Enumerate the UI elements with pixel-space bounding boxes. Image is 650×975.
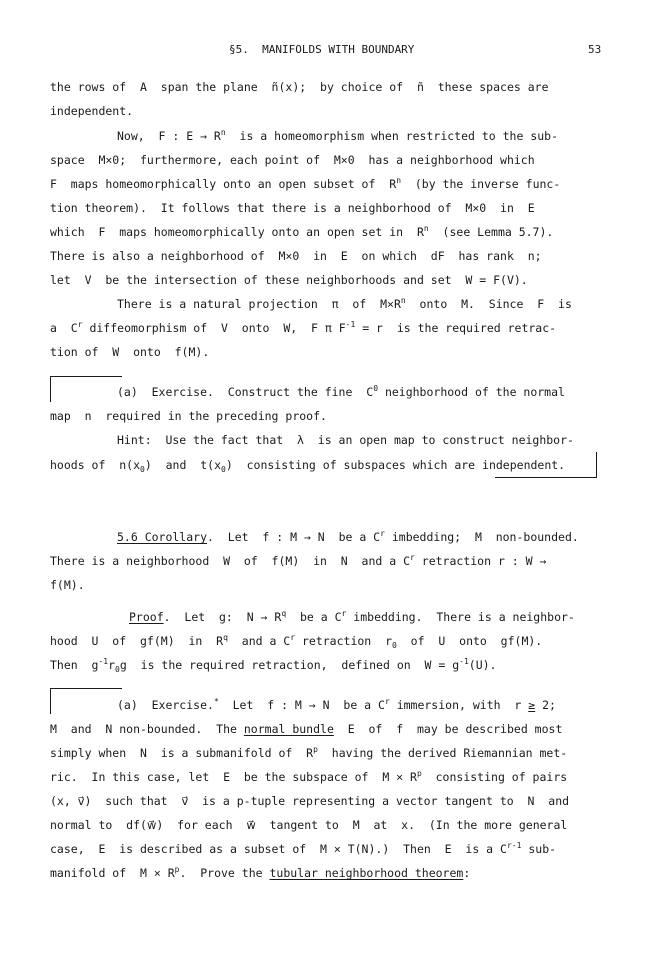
proof-line: Then $g^{-1}r_0g$ is the required retraction, defined on $W = g^{-1}(U)$. [50, 657, 497, 674]
corollary-line: There is a neighborhood W of f(M) in N and a $C^r$ retraction r : W → [50, 553, 547, 568]
text-line: space M×0; furthermore, each point of M×0 has a neighborhood which [50, 153, 535, 167]
exercise-line: normal to df(w⃗) for each w⃗ tangent to M at x. (In the more general [50, 818, 568, 832]
running-head: §5. MANIFOLDS WITH BOUNDARY [229, 43, 415, 56]
text-line: tion theorem). It follows that there is a neighborhood of M×0 in E [50, 201, 535, 215]
exercise-bracket-right [596, 452, 597, 478]
text-line: Now, F : $E \to R^n$ is a homeomorphism when restricted to the sub- [117, 128, 559, 143]
text-line: There is also a neighborhood of M×0 in E on which dF has rank n; [50, 249, 542, 263]
proof-line: Proof. Let g: $N \to R^q$ be a $C^r$ imbedding. There is a neighbor- [129, 609, 575, 624]
page-number: 53 [588, 43, 602, 56]
exercise-line: hoods of $n(x_0)$ and $t(x_0)$ consisting of subspaces which are independent. [50, 458, 566, 474]
text-line: tion of W onto f(M). [50, 345, 210, 359]
exercise-line: M and N non-bounded. The normal bundle E of f may be described most [50, 722, 563, 736]
corollary-line: 5.6 Corollary. Let f : M → N be a $C^r$ imbedding; M non-bounded. [117, 529, 579, 544]
exercise-line: (x, v⃗) such that v⃗ is a p-tuple representing a vector tangent to N and [50, 794, 570, 808]
exercise-bracket-bottom [495, 477, 597, 478]
exercise-line: (a) Exercise.* Let f : M → N be a $C^r$ immersion, with r ≥ 2; [117, 697, 556, 712]
exercise-bracket-top [50, 376, 122, 377]
proof-line: hood U of gf(M) in $R^q$ and a $C^r$ retraction $r_0$ of U onto gf(M). [50, 633, 543, 650]
proof-label: Proof [129, 610, 164, 624]
corollary-heading: 5.6 Corollary [117, 530, 208, 544]
term-normal-bundle: normal bundle [243, 722, 334, 736]
text-line: F maps homeomorphically onto an open subset of $R^n$ (by the inverse func- [50, 176, 561, 191]
text-line: let V be the intersection of these neighborhoods and set W = F(V). [50, 273, 528, 287]
exercise-line: Hint: Use the fact that λ is an open map to construct neighbor- [117, 433, 574, 447]
exercise-bracket-left [50, 376, 51, 402]
exercise-line: ric. In this case, let E be the subspace of $M \times R^p$ consisting of pairs [50, 769, 568, 784]
corollary-line: f(M). [50, 578, 85, 592]
exercise-bracket-left [50, 688, 51, 714]
text-line: independent. [50, 104, 134, 118]
exercise-bracket-top [50, 688, 122, 689]
exercise-line: case, E is described as a subset of M × T(N).) Then E is a $C^{r-1}$ sub- [50, 841, 557, 856]
text-line: There is a natural projection π of $M\times R^n$ onto M. Since F is [117, 296, 572, 311]
text-line: a $C^r$ diffeomorphism of V onto W, F π $F^{-1} = r$ is the required retrac- [50, 320, 557, 335]
text-line: which F maps homeomorphically onto an open set in $R^n$ (see Lemma 5.7). [50, 224, 554, 239]
exercise-line: map n required in the preceding proof. [50, 409, 327, 423]
exercise-line: (a) Exercise. Construct the fine $C^0$ neighborhood of the normal [117, 384, 565, 399]
exercise-line: manifold of $M \times R^p$. Prove the tubular neighborhood theorem: [50, 865, 471, 880]
term-tubular-neighborhood-theorem: tubular neighborhood theorem [269, 866, 464, 880]
text-line: the rows of A span the plane ñ(x); by choice of ñ these spaces are [50, 80, 549, 94]
exercise-line: simply when N is a submanifold of $R^p$ having the derived Riemannian met- [50, 745, 568, 760]
